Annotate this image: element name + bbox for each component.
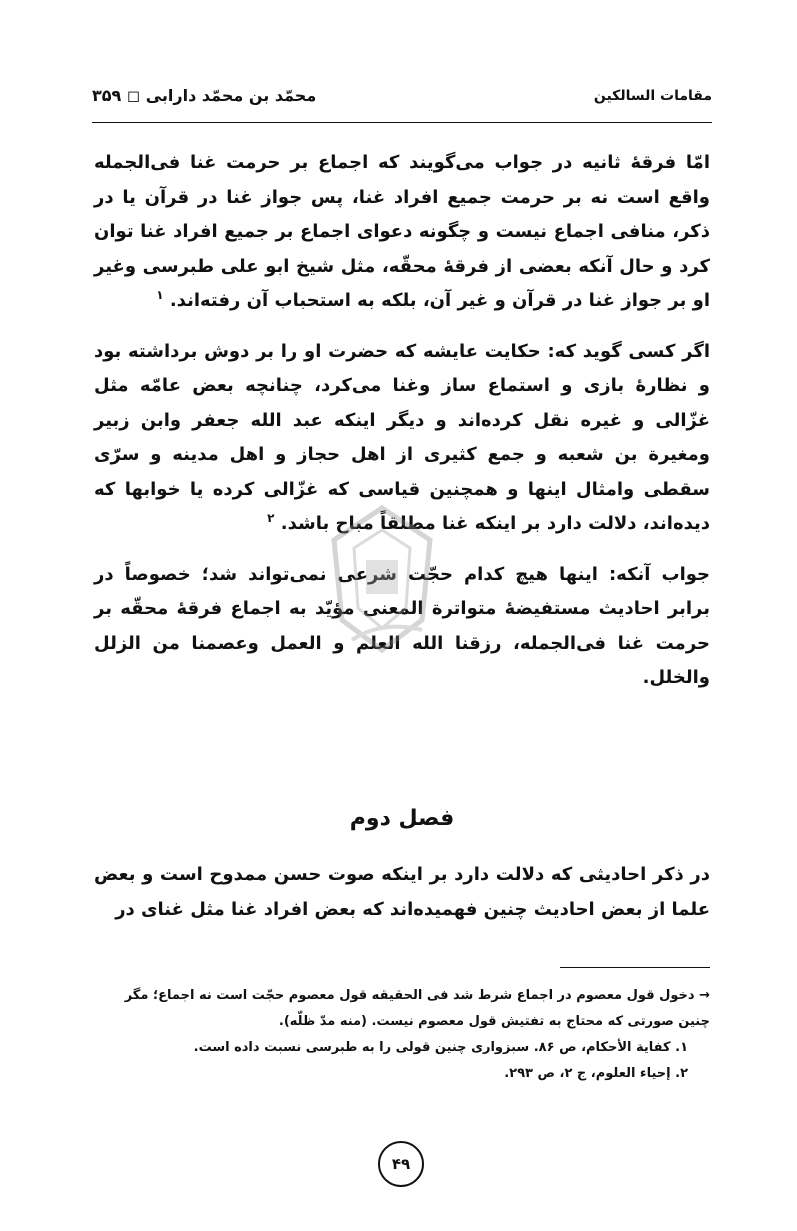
footnote-rule xyxy=(560,967,710,968)
running-title: مقامات السالکین xyxy=(593,88,712,104)
library-watermark-seal xyxy=(312,500,452,660)
paragraph-1: امّا فرقۀ ثانیه در جواب می‌گویند که اجماع بر حرمت غنا فی‌الجمله واقع است نه بر حرمت جمیع افراد غنا، پس جواز غنا در قرآن یا در ذکر، منافی اجماع نیست و چگونه دعوای اجماع بر جمیع افراد غنا توان کرد و حال آنکه بعضی از فرقۀ محقّه، مثل شیخ ابو علی طبرسی وغیر او بر جواز غنا در قرآن و غیر آن، بلکه به استحباب آن رفته‌اند. $^۱$ xyxy=(94,152,710,311)
author-and-page-number: محمّد بن محمّد دارابی ◻ ۳۵۹ xyxy=(92,86,317,105)
footnote-1: ۱. کفایة الأحکام، ص ۸۶. سبزواری چنین قولی را به طبرسی نسبت داده است. xyxy=(193,1040,688,1055)
section-paragraph: در ذکر احادیثی که دلالت دارد بر اینکه صوت حسن ممدوح است و بعض علما از بعض احادیث چنین فهمیده‌اند که بعض افراد غنا مثل غنای در xyxy=(94,864,710,920)
header-rule xyxy=(92,122,712,123)
paragraph-3: جواب آنکه: اینها هیچ کدام حجّت شرعی نمی‌تواند شد؛ خصوصاً در برابر احادیث مستفیضۀ متواترة المعنی مؤیّد به اجماع فرقۀ محقّه بر حرمت غنا فی‌الجمله، رزقنا الله العلم و العمل وعصمنا من الزلل والخلل. xyxy=(94,563,710,688)
page-number: ۴۹ xyxy=(378,1141,424,1187)
footnote-2: ۲. إحیاء العلوم، ج ۲، ص ۲۹۳. xyxy=(504,1066,688,1081)
footnotes xyxy=(92,983,710,1087)
section-text xyxy=(94,858,710,927)
footnote-continued: → دخول قول معصوم در اجماع شرط شد فی الحقیقه قول معصوم حجّت است نه اجماع؛ مگر چنین صورتی که محتاج به تفتیش قول معصوم نیست. (منه مدّ ظلّه). xyxy=(124,988,710,1029)
footnote-mark-2: ۲ xyxy=(267,511,275,525)
footnote-mark-1: ۱ xyxy=(156,288,164,302)
paragraph-2: اگر کسی گوید که: حکایت عایشه که حضرت او را بر دوش برداشته بود و نظارۀ بازی و استماع ساز وغنا می‌کرد، چنانچه بعض عامّه مثل غزّالی و غیره نقل کرده‌اند و دیگر اینکه عبد الله جعفر وابن زبیر ومغیرة بن شعبه و جمع کثیری از اهل حجاز و اهل مدینه و سرّی سقطی وامثال اینها و همچنین قیاسی که غزّالی کرده یا خوابها که دیده‌اند، دلالت دارد بر اینکه غنا مطلقاً مباح باشد. $^۲$ xyxy=(94,340,710,534)
section-heading: فصل دوم xyxy=(349,806,455,831)
page-header xyxy=(92,84,712,114)
